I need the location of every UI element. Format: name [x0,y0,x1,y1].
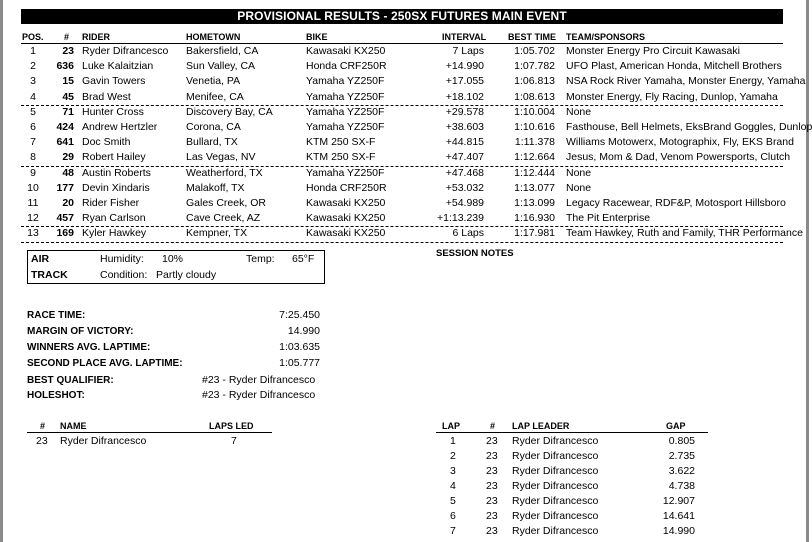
lap-rider-num: 23 [486,450,498,462]
winners-avg-value: 1:03.635 [279,341,320,353]
result-hometown: Cave Creek, AZ [186,212,261,225]
result-team: Monster Energy, Fly Racing, Dunlop, Yamaha [566,90,778,103]
result-best-time: 1:12.444 [514,166,555,179]
result-team: NSA Rock River Yamaha, Monster Energy, Yamaha [566,75,806,88]
result-interval: +18.102 [445,90,484,103]
table-row [0,181,809,196]
result-interval: +17.055 [445,75,484,88]
lap-leaders-col-leader: LAP LEADER [512,421,570,431]
group-separator [21,242,783,243]
result-hometown: Bullard, TX [186,136,238,149]
margin-value: 14.990 [287,325,320,337]
laps-led-count: 7 [231,435,237,447]
table-row [0,90,809,105]
result-hometown: Malakoff, TX [186,181,245,194]
result-pos: 13 [27,227,39,240]
result-rider: Ryder Difrancesco [82,45,169,57]
table-row [0,509,809,524]
result-num: 20 [62,197,74,209]
result-rider: Brad West [82,90,131,103]
result-best-time: 1:16.930 [514,212,555,225]
result-rider: Ryan Carlson [82,212,146,225]
result-interval: +44.815 [445,136,484,149]
result-best-time: 1:11.378 [514,136,555,149]
table-row [0,226,809,241]
result-num: 23 [62,45,74,57]
race-time-label: RACE TIME: [27,310,86,321]
result-num: 177 [56,181,74,194]
result-rider: Luke Kalaitzian [82,60,154,73]
lap-leader-name: Ryder Difrancesco [512,525,599,537]
result-rider: Austin Roberts [82,166,151,179]
result-team: The Pit Enterprise [566,212,651,225]
result-num: 636 [56,60,74,73]
col-num: # [64,32,70,42]
result-best-time: 1:07.782 [514,60,555,73]
result-hometown: Weatherford, TX [186,166,263,179]
best-qualifier-value: #23 - Ryder Difrancesco [202,374,316,386]
lap-leader-name: Ryder Difrancesco [512,435,599,447]
lap-number: 5 [450,495,456,507]
result-pos: 9 [30,166,36,179]
table-row [0,464,809,479]
second-avg-value: 1:05.777 [279,357,320,369]
result-interval: +54.989 [445,197,484,209]
result-interval: 6 Laps [452,227,484,240]
race-time-value: 7:25.450 [279,309,320,321]
result-team: Legacy Racewear, RDF&P, Motosport Hillsboro [566,197,786,209]
result-bike: Kawasaki KX250 [306,212,386,225]
col-hometown: HOMETOWN [186,32,241,42]
result-num: 29 [62,151,74,164]
page-title: PROVISIONAL RESULTS - 250SX FUTURES MAIN EVENT [21,9,783,24]
table-row [0,449,809,464]
holeshot-label: HOLESHOT: [27,390,85,401]
result-rider: Andrew Hertzler [82,121,158,133]
condition-label: Condition: [100,269,148,281]
result-bike: Yamaha YZ250F [306,121,385,133]
condition-value: Partly cloudy [156,269,217,281]
result-rider: Hunter Cross [82,105,144,118]
lap-number: 2 [450,450,456,462]
result-hometown: Menifee, CA [186,90,244,103]
result-rider: Robert Hailey [82,151,146,164]
lap-number: 4 [450,480,456,492]
margin-label: MARGIN OF VICTORY: [27,326,134,337]
lap-leaders-col-gap: GAP [666,421,686,431]
lap-leaders-col-num: # [490,421,496,431]
result-interval: +1:13.239 [436,212,484,225]
result-bike: KTM 250 SX-F [306,136,376,149]
result-bike: Honda CRF250R [306,181,387,194]
result-bike: Honda CRF250R [306,60,387,73]
result-hometown: Venetia, PA [186,75,241,88]
col-best-time: BEST TIME [508,32,557,42]
table-row [0,44,809,59]
result-team: Williams Motowerx, Motographix, Fly, EKS Brand [566,136,794,149]
group-separator [21,226,783,227]
result-hometown: Sun Valley, CA [186,60,256,73]
result-team: Team Hawkey, Ruth and Family, THR Performance [566,227,803,240]
lap-leaders-col-lap: LAP [442,421,460,431]
result-best-time: 1:10.616 [514,121,555,133]
laps-led-num: 23 [36,435,48,447]
session-notes-label: SESSION NOTES [436,248,514,259]
result-num: 169 [56,227,74,240]
result-hometown: Las Vegas, NV [186,151,256,164]
result-team: None [566,166,592,179]
conditions-box [27,250,325,284]
table-row [0,150,809,165]
table-row [0,166,809,181]
table-row [0,524,809,539]
lap-gap: 0.805 [668,435,695,447]
result-num: 48 [62,166,74,179]
result-pos: 3 [30,75,36,88]
holeshot-value: #23 - Ryder Difrancesco [202,389,316,401]
result-pos: 5 [30,105,36,118]
table-row [0,120,812,135]
result-pos: 12 [27,212,39,225]
result-bike: Kawasaki KX250 [306,227,386,240]
result-num: 641 [56,136,74,149]
humidity-label: Humidity: [100,253,144,265]
result-pos: 4 [30,90,36,103]
result-pos: 8 [30,151,36,164]
result-best-time: 1:17.981 [514,227,555,240]
temp-value: 65°F [292,253,315,265]
table-row [0,479,809,494]
result-best-time: 1:13.077 [514,181,555,194]
result-pos: 1 [30,45,36,57]
result-team: None [566,105,592,118]
result-bike: Kawasaki KX250 [306,197,386,209]
result-num: 71 [62,105,74,118]
result-interval: +29.578 [445,105,484,118]
result-hometown: Bakersfield, CA [186,45,259,57]
lap-leader-name: Ryder Difrancesco [512,510,599,522]
lap-rider-num: 23 [486,465,498,477]
result-num: 45 [62,90,74,103]
result-interval: 7 Laps [452,45,484,57]
result-rider: Kyler Hawkey [82,227,147,240]
lap-number: 7 [450,525,456,537]
col-team: TEAM/SPONSORS [566,32,646,42]
lap-leader-name: Ryder Difrancesco [512,480,599,492]
lap-leaders-divider [436,432,708,433]
result-num: 424 [56,121,74,133]
laps-led-name: Ryder Difrancesco [60,435,147,447]
table-row [0,74,809,89]
table-row [0,196,809,211]
result-bike: Kawasaki KX250 [306,45,386,57]
result-interval: +53.032 [445,181,484,194]
result-team: None [566,181,592,194]
winners-avg-label: WINNERS AVG. LAPTIME: [27,342,151,353]
result-rider: Gavin Towers [82,75,146,88]
result-pos: 7 [30,136,36,149]
col-rider: RIDER [82,32,111,42]
table-row [0,434,809,449]
lap-leader-name: Ryder Difrancesco [512,465,599,477]
col-pos: POS. [22,32,44,42]
lap-number: 6 [450,510,456,522]
table-row [0,59,809,74]
result-hometown: Corona, CA [186,121,241,133]
lap-gap: 4.738 [668,480,695,492]
result-pos: 2 [30,60,36,73]
best-qualifier-label: BEST QUALIFIER: [27,375,114,386]
result-team: Fasthouse, Bell Helmets, EksBrand Goggles, Dunlop [566,121,812,133]
result-team: Monster Energy Pro Circuit Kawasaki [566,45,740,57]
result-team: UFO Plast, American Honda, Mitchell Brothers [566,60,782,73]
lap-leader-name: Ryder Difrancesco [512,495,599,507]
result-interval: +14.990 [445,60,484,73]
result-best-time: 1:06.813 [514,75,555,88]
result-best-time: 1:12.664 [514,151,555,164]
lap-gap: 14.641 [662,510,695,522]
result-bike: Yamaha YZ250F [306,105,385,118]
lap-number: 3 [450,465,456,477]
lap-number: 1 [450,435,456,447]
lap-rider-num: 23 [486,495,498,507]
lap-gap: 2.735 [668,450,695,462]
lap-rider-num: 23 [486,525,498,537]
humidity-value: 10% [162,253,184,265]
table-row [0,135,809,150]
result-hometown: Kempner, TX [186,227,248,240]
laps-led-divider [27,432,272,433]
lap-leader-name: Ryder Difrancesco [512,450,599,462]
lap-rider-num: 23 [486,480,498,492]
result-pos: 11 [27,197,39,209]
result-bike: Yamaha YZ250F [306,90,385,103]
result-best-time: 1:10.004 [514,105,555,118]
result-bike: KTM 250 SX-F [306,151,376,164]
result-rider: Devin Xindaris [82,181,150,194]
group-separator [21,105,783,106]
lap-rider-num: 23 [486,510,498,522]
result-best-time: 1:05.702 [514,45,555,57]
result-bike: Yamaha YZ250F [306,166,385,179]
second-avg-label: SECOND PLACE AVG. LAPTIME: [27,358,183,369]
air-label: AIR [31,253,50,265]
lap-rider-num: 23 [486,435,498,447]
track-label: TRACK [31,269,68,281]
result-num: 15 [62,75,74,88]
result-pos: 6 [30,121,36,133]
result-best-time: 1:13.099 [514,197,555,209]
laps-led-col-num: # [40,421,46,431]
table-row [0,105,809,120]
result-interval: +47.407 [445,151,484,164]
col-bike: BIKE [306,32,328,42]
table-row [0,494,809,509]
lap-gap: 14.990 [662,525,695,537]
result-interval: +38.603 [445,121,484,133]
result-pos: 10 [27,181,39,194]
result-num: 457 [56,212,74,225]
lap-gap: 12.907 [662,495,695,507]
result-team: Jesus, Mom & Dad, Venom Powersports, Clutch [566,151,791,164]
result-rider: Doc Smith [82,136,131,149]
result-rider: Rider Fisher [82,197,140,209]
result-interval: +47.468 [445,166,484,179]
result-hometown: Discovery Bay, CA [186,105,273,118]
col-interval: INTERVAL [442,32,487,42]
temp-label: Temp: [246,253,275,265]
laps-led-col-laps: LAPS LED [209,421,254,431]
result-hometown: Gales Creek, OR [186,197,266,209]
table-row [0,211,809,226]
group-separator [21,166,783,167]
result-bike: Yamaha YZ250F [306,75,385,88]
lap-gap: 3.622 [668,465,695,477]
laps-led-col-name: NAME [60,421,87,431]
result-best-time: 1:08.613 [514,90,555,103]
